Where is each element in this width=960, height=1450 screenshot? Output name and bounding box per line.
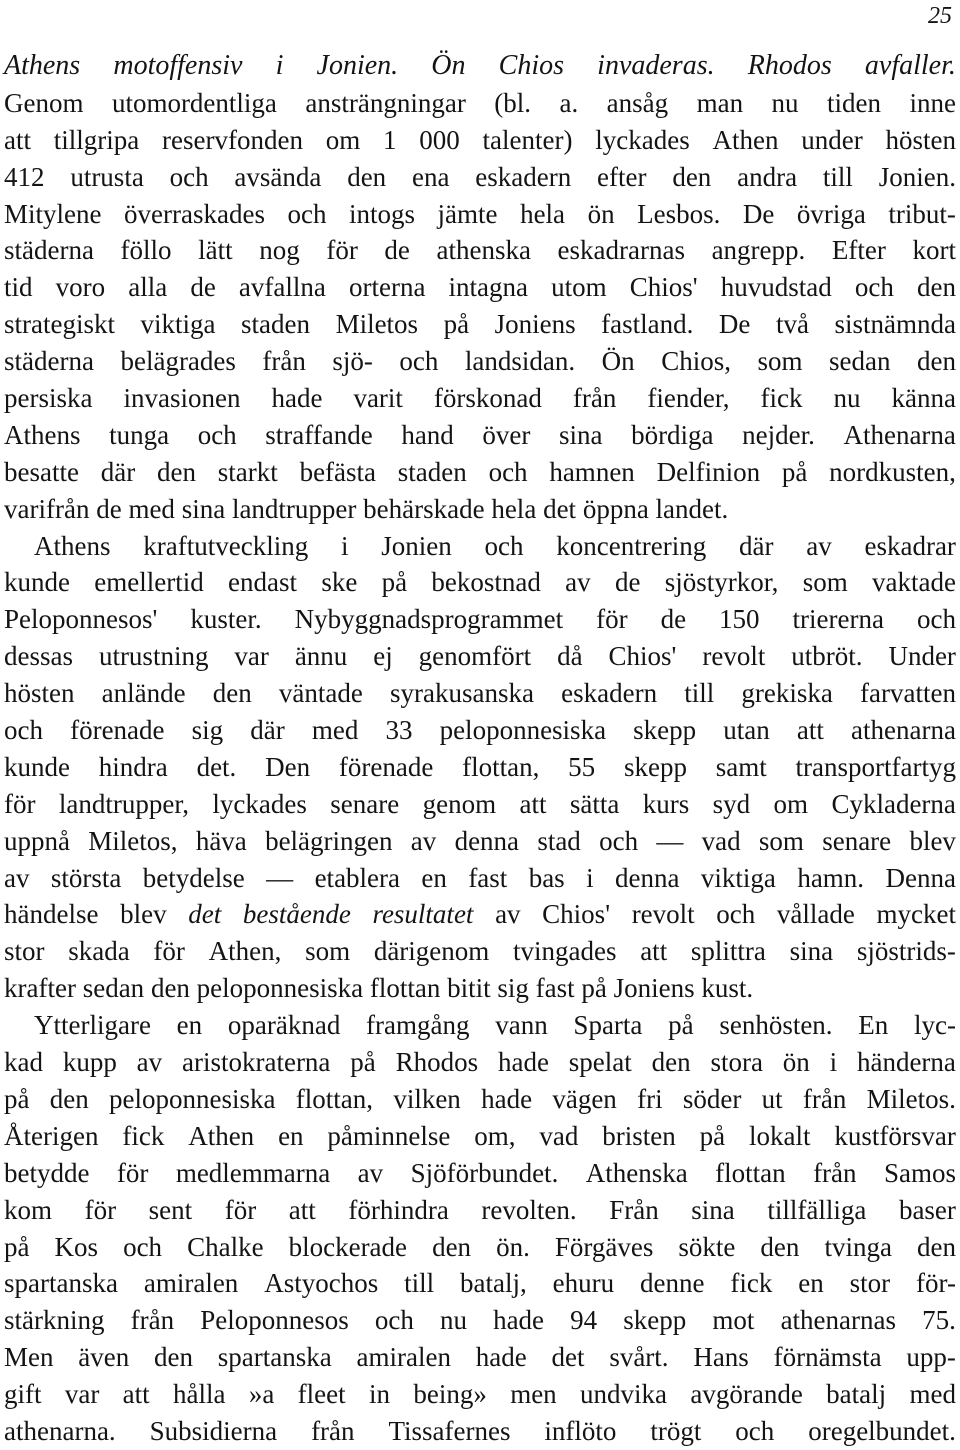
text-line: Athens kraftutveckling i Jonien och koncentrering där av eskadrar	[34, 530, 956, 561]
text-line: för landtrupper, lyckades senare genom att sätta kurs syd om Cykladerna	[4, 788, 956, 819]
text-line: Men även den spartanska amiralen hade det svårt. Hans förnämsta upp-	[4, 1342, 956, 1373]
text-line: stärkning från Peloponnesos och nu hade 94 skepp mot athenarnas 75.	[4, 1305, 956, 1336]
body-text	[4, 48, 956, 1450]
text-line: händelse blev det bestående resultatet av Chios' revolt och vållade mycket	[4, 899, 956, 930]
page-number: 25	[928, 3, 952, 29]
text-line: 412 utrusta och avsända den ena eskadern efter den andra till Jonien.	[4, 161, 956, 192]
text-line: kad kupp av aristokraterna på Rhodos hade spelat den stora ön i händerna	[4, 1047, 956, 1078]
text-line: Peloponnesos' kuster. Nybyggnadsprogrammet för de 150 triererna och	[4, 604, 956, 635]
text-line: dessas utrustning var ännu ej genomfört då Chios' revolt utbröt. Under	[4, 641, 956, 672]
text-line: hösten anlände den väntade syrakusanska eskadern till grekiska farvatten	[4, 678, 956, 709]
text-line: Genom utomordentliga ansträngningar (bl. a. ansåg man nu tiden inne	[4, 87, 956, 118]
text-line: persiska invasionen hade varit förskonad från fiender, fick nu känna	[4, 383, 956, 414]
text-line: spartanska amiralen Astyochos till batalj, ehuru denne fick en stor för-	[4, 1268, 956, 1299]
text-line: strategiskt viktiga staden Miletos på Joniens fastland. De två sistnämnda	[4, 309, 956, 340]
text-line: stor skada för Athen, som därigenom tvingades att splittra sina sjöstrids-	[4, 936, 956, 967]
text-line: Återigen fick Athen en påminnelse om, vad bristen på lokalt kustförsvar	[4, 1120, 956, 1151]
text-line: kunde emellertid endast ske på bekostnad av de sjöstyrkor, som vaktade	[4, 567, 956, 598]
text-line: att tillgripa reservfonden om 1 000 talenter) lyckades Athen under hösten	[4, 124, 956, 155]
text-line: athenarna. Subsidierna från Tissafernes inflöto trögt och oregelbundet.	[4, 1415, 956, 1446]
text-line: kunde hindra det. Den förenade flottan, 55 skepp samt transportfartyg	[4, 751, 956, 782]
text-line: på den peloponnesiska flottan, vilken hade vägen fri söder ut från Miletos.	[4, 1083, 956, 1114]
text-line: tid voro alla de avfallna orterna intagna utom Chios' huvudstad och den	[4, 272, 956, 303]
text-line: betydde för medlemmarna av Sjöförbundet. Athenska flottan från Samos	[4, 1157, 956, 1188]
text-line: Ytterligare en oparäknad framgång vann Sparta på senhösten. En lyc-	[34, 1010, 956, 1041]
text-line: Mitylene överraskades och intogs jämte hela ön Lesbos. De övriga tribut-	[4, 198, 956, 229]
text-line: städerna belägrades från sjö- och landsidan. Ön Chios, som sedan den	[4, 346, 956, 377]
text-line: och förenade sig där med 33 peloponnesiska skepp utan att athenarna	[4, 715, 956, 746]
text-line: av största betydelse — etablera en fast bas i denna viktiga hamn. Denna	[4, 862, 956, 893]
text-line: varifrån de med sina landtrupper behärskade hela det öppna landet.	[4, 493, 729, 524]
text-line: kom för sent för att förhindra revolten. Från sina tillfälliga baser	[4, 1194, 956, 1225]
text-line: Athens motoffensiv i Jonien. Ön Chios invaderas. Rhodos avfaller.	[4, 50, 956, 81]
text-line: gift var att hålla »a fleet in being» men undvika avgörande batalj med	[4, 1379, 956, 1410]
text-line: på Kos och Chalke blockerade den ön. Förgäves sökte den tvinga den	[4, 1231, 956, 1262]
text-line: uppnå Miletos, häva belägringen av denna stad och — vad som senare blev	[4, 825, 956, 856]
text-line: Athens tunga och straffande hand över sina bördiga nejder. Athenarna	[4, 419, 956, 450]
text-line: krafter sedan den peloponnesiska flottan bitit sig fast på Joniens kust.	[4, 973, 754, 1004]
text-line: städerna föllo lätt nog för de athenska eskadrarnas angrepp. Efter kort	[4, 235, 956, 266]
text-line: besatte där den starkt befästa staden och hamnen Delfinion på nordkusten,	[4, 456, 956, 487]
